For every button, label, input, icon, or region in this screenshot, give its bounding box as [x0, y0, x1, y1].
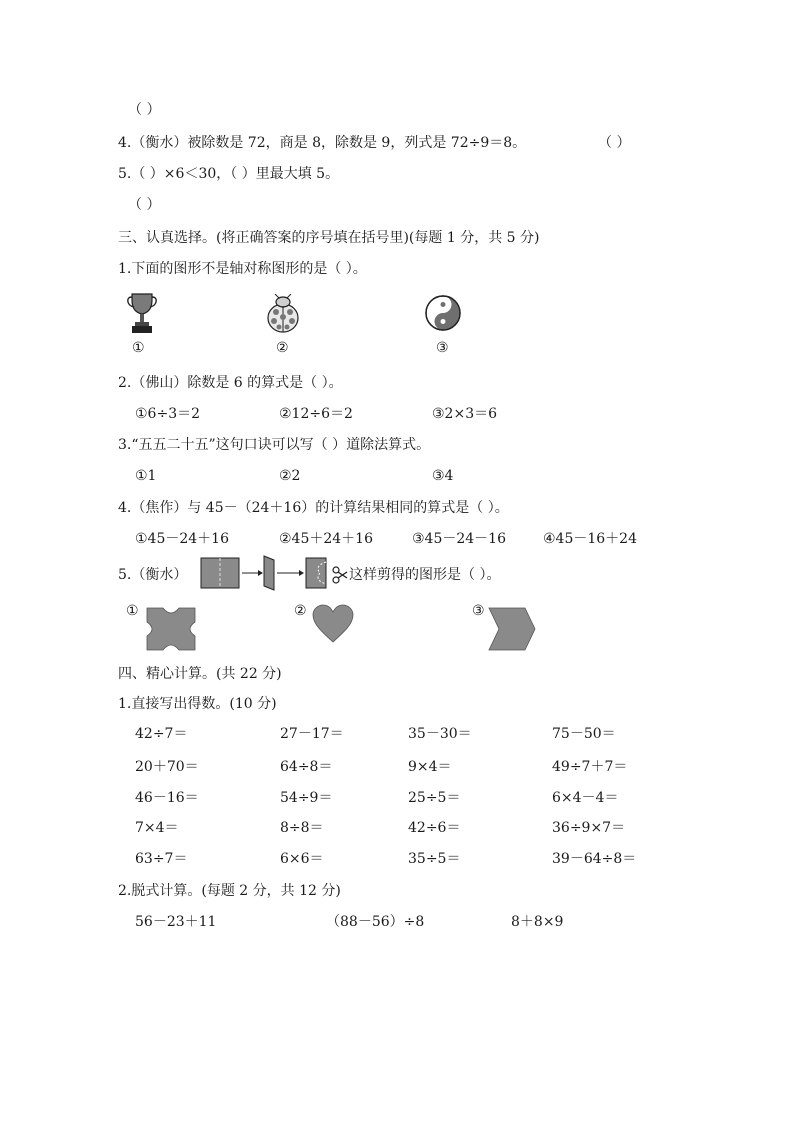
p3-q5-option-1[interactable]: ① — [126, 603, 139, 619]
p3-q4-option-3[interactable]: ③45－24－16 — [412, 531, 506, 547]
chevron-shape-icon — [487, 606, 537, 652]
calc-item[interactable]: 63÷7＝ — [135, 851, 188, 867]
ladybug-icon — [264, 294, 302, 334]
heart-icon — [312, 604, 354, 644]
section-4-heading: 四、精心计算。(共 22 分) — [118, 666, 282, 682]
q4-statement: 4.（衡水）被除数是 72，商是 8，除数是 9，列式是 72÷9＝8。 — [118, 135, 527, 151]
folded-paper-steps-icon — [200, 554, 348, 592]
p3-q4-option-4[interactable]: ④45－16＋24 — [543, 531, 637, 547]
section-3-heading: 三、认真选择。(将正确答案的序号填在括号里)(每题 1 分，共 5 分) — [118, 230, 540, 246]
p3-q5-option-3[interactable]: ③ — [472, 603, 485, 619]
q3-answer-paren[interactable]: （ ） — [128, 102, 161, 118]
calc-item[interactable]: 9×4＝ — [408, 759, 452, 775]
p3-q2-text: 2.（佛山）除数是 6 的算式是（ ）。 — [118, 375, 343, 391]
step-calc-expr-3[interactable]: 8＋8×9 — [511, 914, 564, 930]
q5-statement: 5.（ ）×6＜30，（ ）里最大填 5。 — [118, 166, 340, 182]
calc-item[interactable]: 49÷7＋7＝ — [552, 759, 628, 775]
calc-item[interactable]: 35－30＝ — [408, 726, 472, 742]
p3-q3-option-2[interactable]: ②2 — [279, 468, 301, 484]
q4-true-false — [118, 133, 526, 153]
calc-item[interactable]: 42÷6＝ — [408, 820, 461, 836]
trophy-icon — [126, 292, 158, 336]
p4-sub2-title: 2.脱式计算。(每题 2 分，共 12 分) — [118, 883, 341, 899]
p4-sub1-title: 1.直接写出得数。(10 分) — [118, 696, 277, 712]
calc-item[interactable]: 36÷9×7＝ — [552, 820, 626, 836]
step-calc-expr-2[interactable]: （88－56）÷8 — [326, 914, 425, 930]
calc-item[interactable]: 42÷7＝ — [135, 726, 188, 742]
p3-q4-option-2[interactable]: ②45＋24＋16 — [279, 531, 373, 547]
p3-q2-option-1[interactable]: ①6÷3＝2 — [135, 406, 201, 422]
calc-item[interactable]: 54÷9＝ — [280, 790, 333, 806]
calc-item[interactable]: 8÷8＝ — [280, 820, 324, 836]
cross-shape-icon — [145, 606, 197, 652]
p3-q5-prefix: 5.（衡水） — [118, 567, 188, 583]
p3-q3-text: 3.“五五二十五”这句口诀可以写（ ）道除法算式。 — [118, 437, 431, 453]
p3-q1-option-2[interactable]: ② — [276, 340, 289, 356]
calc-item[interactable]: 7×4＝ — [135, 820, 179, 836]
p3-q5-option-2[interactable]: ② — [294, 603, 307, 619]
calc-item[interactable]: 20＋70＝ — [135, 759, 199, 775]
calc-item[interactable]: 35÷5＝ — [408, 851, 461, 867]
p3-q1-text: 1.下面的图形不是轴对称图形的是（ ）。 — [118, 261, 367, 277]
p3-q5-suffix: 这样剪得的图形是（ ）。 — [349, 567, 501, 583]
p3-q1-option-3[interactable]: ③ — [436, 340, 449, 356]
p3-q3-option-3[interactable]: ③4 — [432, 468, 454, 484]
calc-item[interactable]: 6×6＝ — [280, 851, 324, 867]
step-calc-expr-1[interactable]: 56－23＋11 — [135, 914, 217, 930]
p3-q2-option-2[interactable]: ②12÷6＝2 — [279, 406, 353, 422]
p3-q3-option-1[interactable]: ①1 — [135, 468, 157, 484]
p3-q2-option-3[interactable]: ③2×3＝6 — [432, 406, 498, 422]
p3-q4-text: 4.（焦作）与 45－（24＋16）的计算结果相同的算式是（ ）。 — [118, 500, 509, 516]
calc-item[interactable]: 25÷5＝ — [408, 790, 461, 806]
q4-answer-paren[interactable]: （ ） — [598, 135, 631, 151]
yin-yang-icon — [424, 294, 462, 332]
calc-item[interactable]: 27－17＝ — [280, 726, 344, 742]
calc-item[interactable]: 46－16＝ — [135, 790, 199, 806]
calc-item[interactable]: 6×4－4＝ — [552, 790, 619, 806]
p3-q1-option-1[interactable]: ① — [132, 340, 145, 356]
q5-answer-paren[interactable]: （ ） — [128, 197, 161, 213]
p3-q4-option-1[interactable]: ①45－24＋16 — [135, 531, 229, 547]
calc-item[interactable]: 39－64÷8＝ — [552, 851, 637, 867]
calc-item[interactable]: 75－50＝ — [552, 726, 616, 742]
calc-item[interactable]: 64÷8＝ — [280, 759, 333, 775]
